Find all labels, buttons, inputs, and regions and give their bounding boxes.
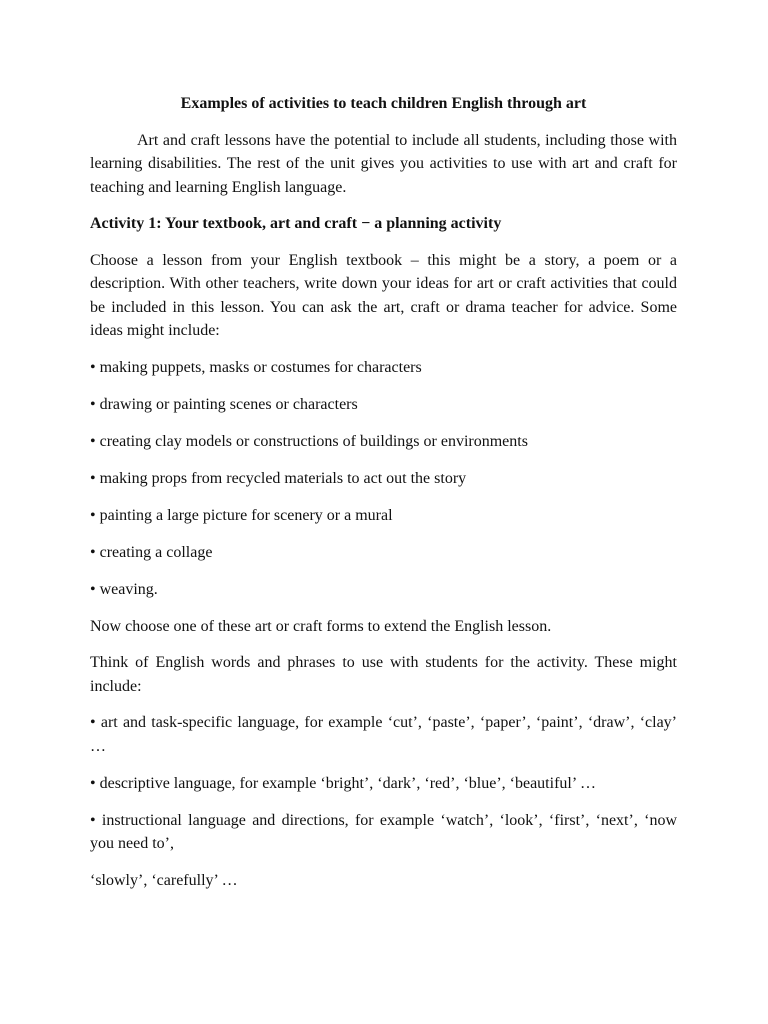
- list-item: • drawing or painting scenes or characters: [90, 395, 358, 413]
- choose-form-paragraph: Now choose one of these art or craft forms to extend the English lesson.: [90, 617, 552, 635]
- intro-paragraph: Art and craft lessons have the potential to include all students, including those with learning disabilities. The rest of the unit gives you activities to use with art and craft for teaching and learning English language.: [90, 131, 677, 196]
- list-item: • making props from recycled materials to act out the story: [90, 469, 467, 487]
- list-item: • creating a collage: [90, 543, 213, 561]
- list-item: • art and task-specific language, for example ‘cut’, ‘paste’, ‘paper’, ‘paint’, ‘draw’, ‘clay’ …: [90, 714, 677, 755]
- language-list: [90, 711, 677, 856]
- activity-intro-paragraph: Choose a lesson from your English textbook – this might be a story, a poem or a description. With other teachers, write down your ideas for art or craft activities that could be included in this lesson. You can ask the art, craft or drama teacher for advice. Some ideas might include:: [90, 251, 677, 339]
- continuation-line: ‘slowly’, ‘carefully’ …: [90, 872, 238, 889]
- list-item: • weaving.: [90, 580, 158, 598]
- think-words-paragraph: Think of English words and phrases to use with students for the activity. These might include:: [90, 654, 677, 695]
- ideas-list: [90, 356, 677, 602]
- activity-heading: Activity 1: Your textbook, art and craft − a planning activity: [90, 215, 502, 232]
- document-title: Examples of activities to teach children English through art: [180, 95, 587, 112]
- list-item: • making puppets, masks or costumes for characters: [90, 358, 422, 376]
- list-item: • painting a large picture for scenery or a mural: [90, 506, 393, 524]
- list-item: • instructional language and directions, for example ‘watch’, ‘look’, ‘first’, ‘next’, ‘now you need to’,: [90, 811, 677, 852]
- document-page: [90, 92, 677, 906]
- list-item: • creating clay models or constructions of buildings or environments: [90, 432, 528, 450]
- list-item: • descriptive language, for example ‘bright’, ‘dark’, ‘red’, ‘blue’, ‘beautiful’ …: [90, 774, 596, 792]
